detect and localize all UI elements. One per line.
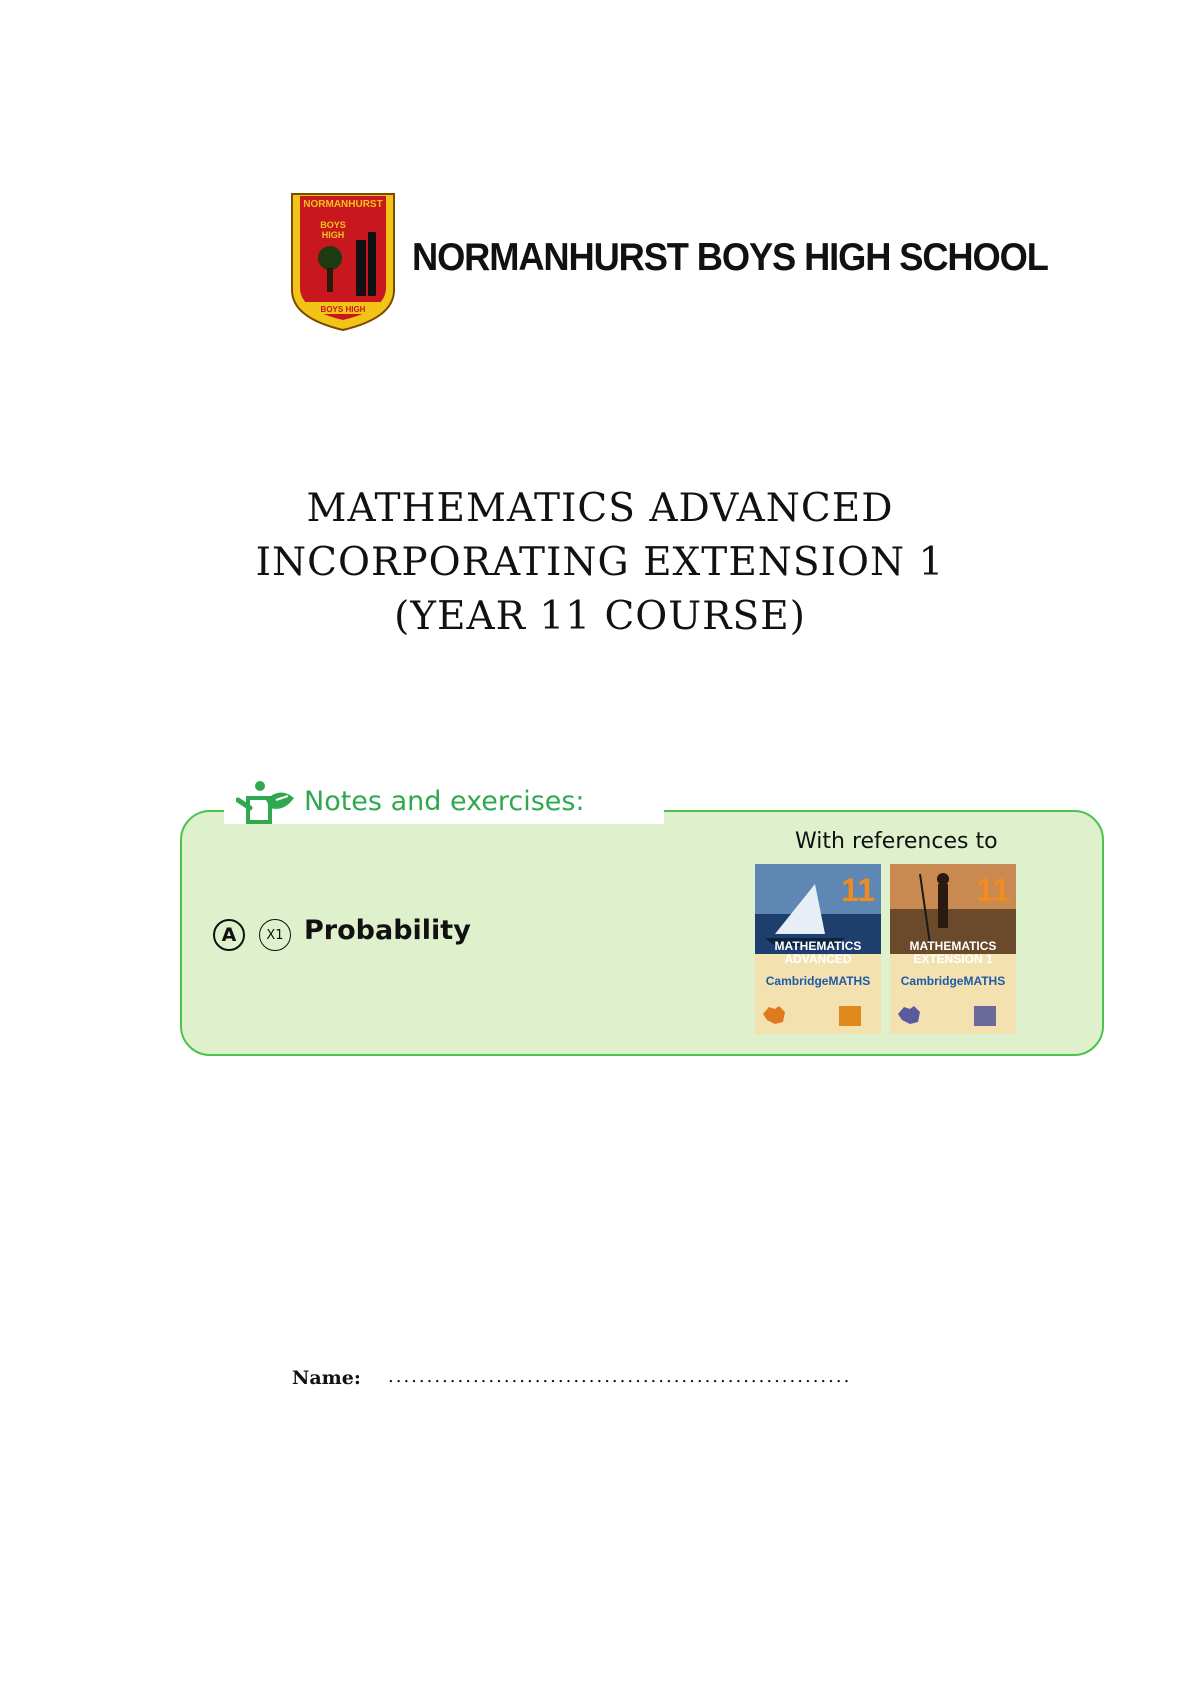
- publisher-mark-icon: [974, 1006, 996, 1026]
- book-series: CambridgeMATHS: [765, 974, 871, 988]
- book-cover-advanced: [755, 864, 881, 1034]
- book-cover-extension: [890, 864, 1016, 1034]
- book-series: CambridgeMATHS: [900, 974, 1006, 988]
- advanced-badge: A: [213, 919, 245, 951]
- book-title-line-1: MATHEMATICS: [774, 939, 862, 953]
- extension1-badge: X1: [259, 919, 291, 951]
- svg-text:HIGH: HIGH: [321, 230, 345, 240]
- svg-text:NORMANHURST: NORMANHURST: [303, 199, 383, 210]
- book-title-line-2: ADVANCED: [784, 952, 852, 966]
- topic-title: Probability: [304, 915, 471, 946]
- australia-map-icon: [896, 1004, 922, 1026]
- book-title: [755, 940, 881, 966]
- publisher-mark-icon: [839, 1006, 861, 1026]
- australia-map-icon: [761, 1004, 787, 1026]
- name-label: Name:: [292, 1367, 361, 1389]
- title-line-2: INCORPORATING EXTENSION 1: [255, 540, 945, 585]
- notes-label: Notes and exercises:: [304, 786, 585, 817]
- watering-can-icon: [236, 778, 298, 830]
- svg-text:BOYS: BOYS: [320, 220, 346, 230]
- book-title: [890, 940, 1016, 966]
- name-input-line[interactable]: ............................................................: [388, 1366, 852, 1387]
- book-title-line-1: MATHEMATICS: [909, 939, 997, 953]
- title-line-1: MATHEMATICS ADVANCED: [306, 486, 894, 531]
- book-year-number: 11: [841, 872, 875, 908]
- book-year-number: 11: [976, 872, 1010, 908]
- school-crest-logo: [288, 190, 398, 334]
- references-label: With references to: [795, 829, 998, 854]
- school-name: NORMANHURST BOYS HIGH SCHOOL: [412, 236, 1048, 279]
- svg-text:BOYS HIGH: BOYS HIGH: [320, 305, 366, 314]
- book-title-line-2: EXTENSION 1: [913, 952, 993, 966]
- title-line-3: (YEAR 11 COURSE): [394, 594, 806, 639]
